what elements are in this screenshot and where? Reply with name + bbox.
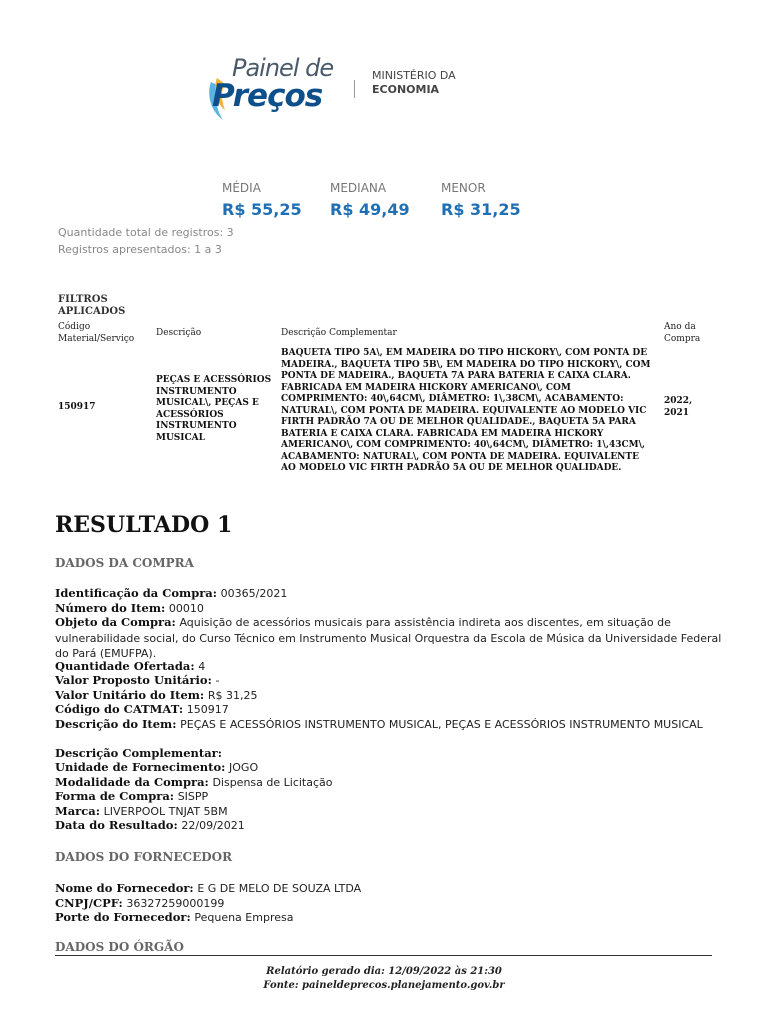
col-descricao-complementar: Descrição Complementar xyxy=(281,328,397,338)
ministry-line-2: ECONOMIA xyxy=(372,83,440,96)
field-quantidade: Quantidade Ofertada: 4 xyxy=(55,658,206,673)
ministry-line-1: MINISTÉRIO DA xyxy=(372,69,456,82)
field-objeto-compra: Objeto da Compra: Aquisição de acessórios musicais para assistência indireta aos discentes, em situação de vulnerabilidade social, do Curso Técnico em Instrumento Musical Orquestra da Escola de Música da Universidade Federal do Pará (EMUFPA). xyxy=(55,615,722,660)
records-shown: Registros apresentados: 1 a 3 xyxy=(58,243,222,256)
field-descricao-item: Descrição do Item: PEÇAS E ACESSÓRIOS INSTRUMENTO MUSICAL, PEÇAS E ACESSÓRIOS INSTRUMENTO MUSICAL xyxy=(55,716,703,731)
cell-ano: 2022, 2021 xyxy=(664,396,693,418)
stat-mediana-value: R$ 49,49 xyxy=(330,200,410,219)
field-valor-unitario: Valor Unitário do Item: R$ 31,25 xyxy=(55,687,258,702)
logo-word-painel: Painel de xyxy=(232,54,334,82)
stat-mediana-label: MEDIANA xyxy=(330,181,387,195)
footer-divider xyxy=(55,955,712,956)
field-numero-item: Número do Item: 00010 xyxy=(55,600,204,615)
section-dados-orgao: DADOS DO ÓRGÃO xyxy=(55,940,184,954)
col-descricao: Descrição xyxy=(156,328,202,338)
filters-heading: FILTROS APLICADOS xyxy=(58,294,126,317)
cell-descricao: PEÇAS E ACESSÓRIOS INSTRUMENTO MUSICAL\, PEÇAS E ACESSÓRIOS INSTRUMENTO MUSICAL xyxy=(156,375,272,443)
field-unidade: Unidade de Fornecimento: JOGO xyxy=(55,760,259,774)
field-descricao-complementar: Descrição Complementar: xyxy=(55,745,222,760)
stat-media-label: MÉDIA xyxy=(222,181,261,195)
stat-media-value: R$ 55,25 xyxy=(222,200,302,219)
result-title: RESULTADO 1 xyxy=(55,512,233,538)
cell-codigo: 150917 xyxy=(58,402,96,412)
stat-menor-value: R$ 31,25 xyxy=(441,200,521,219)
section-dados-fornecedor: DADOS DO FORNECEDOR xyxy=(55,850,233,864)
field-data-resultado: Data do Resultado: 22/09/2021 xyxy=(55,818,245,832)
field-identificacao: Identificação da Compra: 00365/2021 xyxy=(55,586,288,600)
field-marca: Marca: LIVERPOOL TNJAT 5BM xyxy=(55,803,228,818)
field-nome-fornecedor: Nome do Fornecedor: E G DE MELO DE SOUZA LTDA xyxy=(55,881,362,895)
section-dados-compra: DADOS DA COMPRA xyxy=(55,556,194,570)
col-codigo: Código Material/Serviço xyxy=(58,322,135,344)
logo-word-precos: Preços xyxy=(212,78,323,114)
field-forma-compra: Forma de Compra: SISPP xyxy=(55,789,209,803)
stat-menor-label: MENOR xyxy=(441,181,486,195)
footer-source: Fonte: paineldeprecos.planejamento.gov.br xyxy=(263,980,505,991)
cell-descricao-complementar: BAQUETA TIPO 5A\, EM MADEIRA DO TIPO HICKORY\, COM PONTA DE MADEIRA., BAQUETA TIPO 5B\, EM MADEIRA DO TIPO HICKORY\, COM PONTA DE MADEIRA., BAQUETA 7A PARA BATERIA E CAIXA CLARA. FABRICADA EM MADEIRA HICKORY AMERICANO\, COM COMPRIMENTO: 40\,64CM\, DIÂMETRO: 1\,38CM\, ACABAMENTO: NATURAL\, COM PONTA DE MADEIRA. EQUIVALENTE AO MODELO VIC FIRTH PADRÃO 7A OU DE MELHOR QUALIDADE., BAQUETA 5A PARA BATERIA E CAIXA CLARA. FABRICADA EM MADEIRA HICKORY AMERICANO\, COM COMPRIMENTO: 40\,64CM\, DIÂMETRO: 1\,43CM\, ACABAMENTO: NATURAL\, COM PONTA DE MADEIRA. EQUIVALENTE AO MODELO VIC FIRTH PADRÃO 5A OU DE MELHOR QUALIDADE. xyxy=(281,348,651,473)
total-records: Quantidade total de registros: 3 xyxy=(58,226,234,239)
field-cnpj: CNPJ/CPF: 36327259000199 xyxy=(55,895,225,910)
field-porte: Porte do Fornecedor: Pequena Empresa xyxy=(55,910,294,924)
field-catmat: Código do CATMAT: 150917 xyxy=(55,702,229,716)
logo-separator xyxy=(354,80,355,98)
field-valor-proposto: Valor Proposto Unitário: - xyxy=(55,673,220,687)
field-modalidade: Modalidade da Compra: Dispensa de Licitação xyxy=(55,774,333,789)
footer-generated: Relatório gerado dia: 12/09/2022 às 21:30 xyxy=(266,966,502,977)
col-ano: Ano da Compra xyxy=(664,322,701,344)
